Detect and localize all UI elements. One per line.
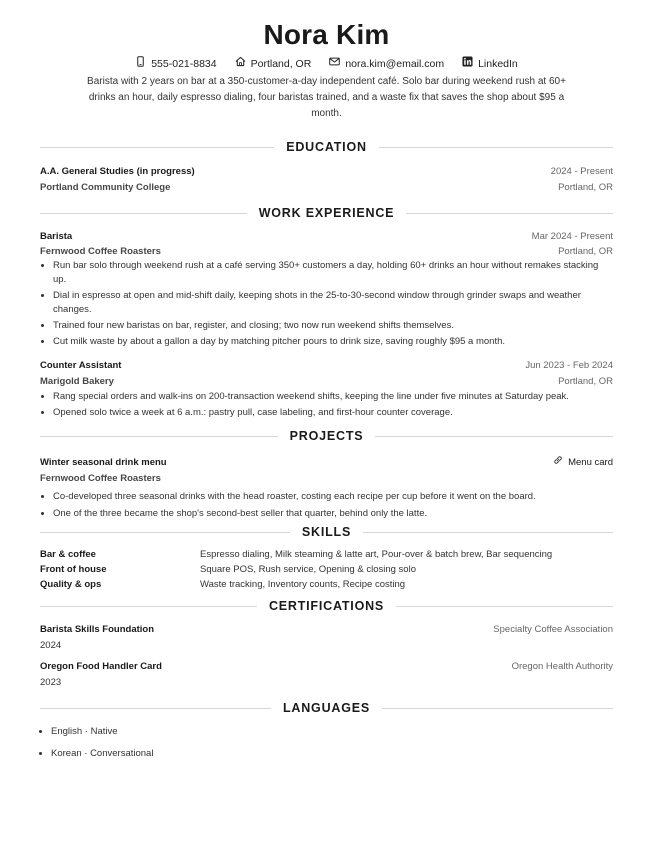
candidate-name: Nora Kim (263, 19, 390, 50)
contact-email[interactable] (329, 56, 444, 71)
cert-name: Barista Skills Foundation (40, 624, 155, 635)
education-dates: 2024 - Present (550, 166, 613, 177)
education-entry (40, 164, 613, 196)
location-text: Portland, OR (250, 57, 312, 70)
cert-issuer: Specialty Coffee Association (493, 624, 613, 635)
cert-name: Oregon Food Handler Card (40, 661, 162, 672)
languages-list (40, 725, 613, 761)
divider (379, 147, 613, 148)
skill-category: Front of house (40, 564, 107, 575)
job-entry (40, 229, 613, 349)
cert-issuer: Oregon Health Authority (511, 661, 613, 672)
job-company: Marigold Bakery (40, 376, 114, 387)
languages-header (40, 701, 613, 715)
divider (40, 708, 271, 709)
linkedin-text: LinkedIn (478, 57, 518, 70)
section-title: EDUCATION (286, 140, 367, 154)
education-row-2 (40, 180, 613, 196)
contact-bar (40, 56, 613, 71)
skill-row (40, 577, 613, 592)
project-row-2 (40, 471, 613, 487)
work-header (40, 206, 613, 220)
job-row-2 (40, 245, 613, 258)
cert-row-1 (40, 659, 613, 675)
cert-year: 2024 (40, 640, 62, 651)
contact-location (235, 56, 312, 71)
divider (363, 532, 613, 533)
divider (40, 147, 274, 148)
certification-entry (40, 622, 613, 654)
job-bullets (40, 259, 613, 349)
cert-year: 2023 (40, 677, 62, 688)
education-row-1 (40, 164, 613, 180)
link-icon (553, 455, 563, 471)
skill-items: Waste tracking, Inventory counts, Recipe costing (200, 579, 406, 590)
skill-row (40, 562, 613, 577)
section-title: WORK EXPERIENCE (258, 206, 395, 220)
phone-icon (135, 56, 146, 71)
divider (406, 213, 613, 214)
skill-category: Quality & ops (40, 579, 102, 590)
skills-table (40, 547, 613, 592)
bullet-item: • Rang special orders and walk-ins on 200-transaction weekend shifts, keeping the line under five minutes at Saturday peak. (53, 390, 613, 404)
job-location: Portland, OR (558, 376, 613, 387)
summary: Barista with 2 years on bar at a 350-customer-a-day independent café. Solo bar during weekend rush at 60+ drinks an hour, daily espresso dialing, four baristas trained, and a waste fix that saves the shop about $95 a month. (87, 76, 566, 119)
skill-items: Espresso dialing, Milk steaming & latte art, Pour-over & batch brew, Bar sequencing (200, 549, 553, 560)
cert-row-2 (40, 638, 613, 654)
degree: A.A. General Studies (in progress) (40, 166, 195, 177)
job-entry (40, 358, 613, 420)
phone-text: 555-021-8834 (151, 57, 217, 70)
divider (396, 606, 613, 607)
section-title: PROJECTS (289, 429, 364, 443)
job-row-1 (40, 358, 613, 374)
school: Portland Community College (40, 182, 171, 193)
job-dates: Jun 2023 - Feb 2024 (525, 360, 613, 371)
cert-row-2 (40, 675, 613, 691)
job-location: Portland, OR (558, 246, 613, 257)
resume-page (40, 0, 613, 769)
skill-category: Bar & coffee (40, 549, 96, 560)
project-entry (40, 455, 613, 521)
section-title: LANGUAGES (282, 701, 371, 715)
contact-linkedin[interactable] (462, 56, 518, 71)
certifications-header (40, 599, 613, 613)
bullet-item: • Trained four new baristas on bar, register, and closing; two now run weekend shifts themselves. (53, 319, 613, 333)
project-org: Fernwood Coffee Roasters (40, 473, 161, 484)
skills-header (40, 525, 613, 539)
section-title: CERTIFICATIONS (268, 599, 385, 613)
bullet-item: • Dial in espresso at open and mid-shift daily, keeping shots in the 25-to-30-second window through grinder swaps and weather changes. (53, 289, 613, 317)
bullet-item: • Cut milk waste by about a gallon a day by matching pitcher pours to drink size, saving roughly $95 a month. (53, 335, 613, 349)
menu-card-link[interactable] (553, 455, 613, 471)
bullet-item: • Opened solo twice a week at 6 a.m.: pastry pull, case labeling, and first-hour counter coverage. (53, 406, 613, 420)
bullet-item: • Co-developed three seasonal drinks with the head roaster, costing each recipe per cup before it went on the board. (53, 489, 613, 504)
divider (40, 606, 257, 607)
job-role: Barista (40, 231, 73, 242)
contact-phone (135, 56, 216, 71)
job-role: Counter Assistant (40, 360, 122, 371)
projects-header (40, 429, 613, 443)
cert-row-1 (40, 622, 613, 638)
email-text: nora.kim@email.com (345, 57, 445, 70)
home-icon (235, 56, 246, 71)
job-row-1 (40, 229, 613, 245)
job-bullets (40, 390, 613, 420)
language-item: • English · Native (51, 725, 613, 739)
divider (40, 213, 247, 214)
school-location: Portland, OR (558, 182, 613, 193)
language-item: • Korean · Conversational (51, 747, 613, 761)
divider (375, 436, 613, 437)
bullet-item: • Run bar solo through weekend rush at a café serving 350+ customers a day, holding 60+ drinks an hour without remakes stacking up. (53, 259, 613, 287)
divider (382, 708, 613, 709)
project-name: Winter seasonal drink menu (40, 457, 167, 468)
link-label: Menu card (568, 457, 613, 468)
education-header (40, 140, 613, 154)
divider (40, 436, 278, 437)
project-bullets (40, 489, 613, 521)
linkedin-icon (462, 56, 473, 71)
bullet-item: • One of the three became the shop's second-best seller that quarter, behind only the latte. (53, 506, 613, 521)
skill-items: Square POS, Rush service, Opening & closing solo (200, 564, 416, 575)
mail-icon (329, 56, 340, 71)
job-company: Fernwood Coffee Roasters (40, 246, 161, 257)
project-row-1 (40, 455, 613, 471)
job-row-2 (40, 374, 613, 389)
certification-entry (40, 659, 613, 691)
skill-row (40, 547, 613, 562)
divider (40, 532, 290, 533)
section-title: SKILLS (301, 525, 352, 539)
job-dates: Mar 2024 - Present (531, 231, 613, 242)
